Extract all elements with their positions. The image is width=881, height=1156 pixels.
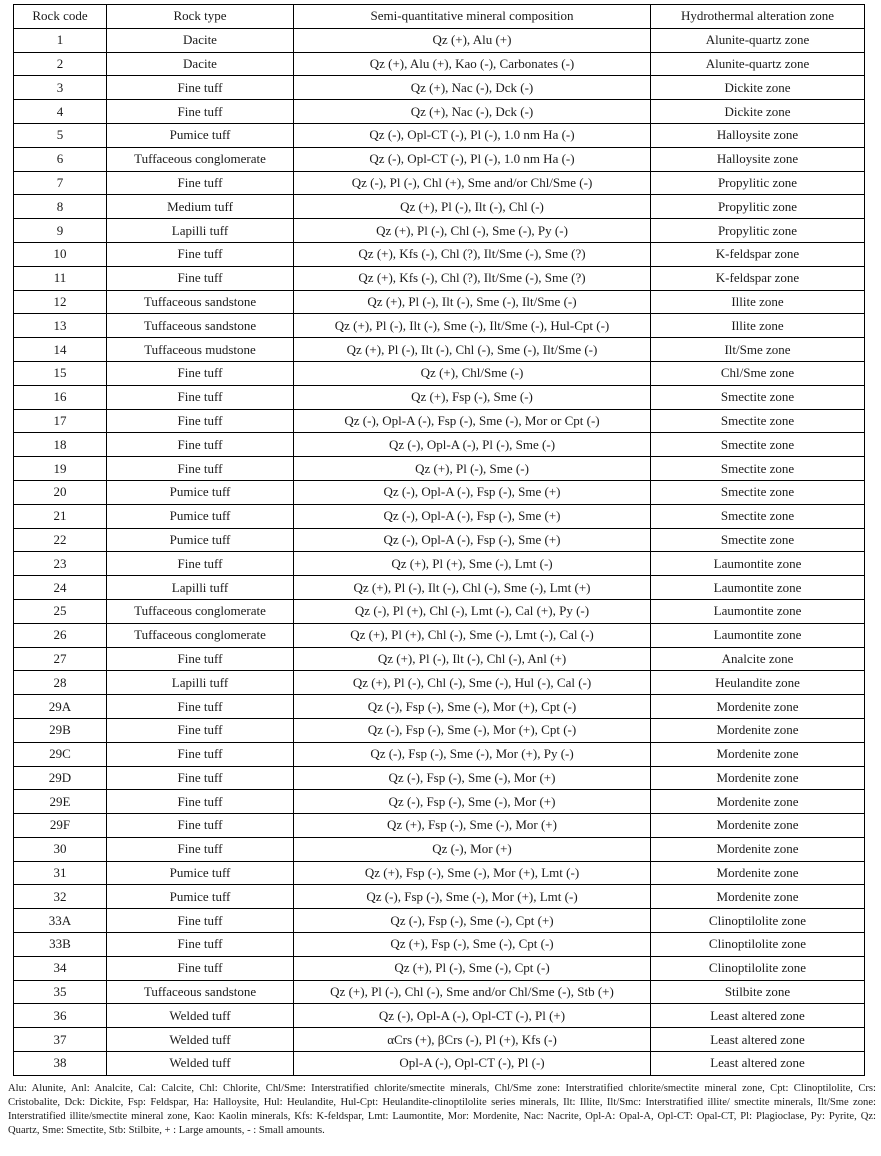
- cell-alteration-zone: Laumontite zone: [651, 623, 865, 647]
- cell-mineral-composition: Qz (-), Fsp (-), Sme (-), Mor (+): [294, 790, 651, 814]
- cell-alteration-zone: Smectite zone: [651, 528, 865, 552]
- cell-mineral-composition: Qz (-), Opl-A (-), Fsp (-), Sme (+): [294, 528, 651, 552]
- table-row: [14, 671, 865, 695]
- cell-rock-code: 8: [14, 195, 107, 219]
- cell-rock-type: Pumice tuff: [107, 504, 294, 528]
- cell-mineral-composition: Qz (+), Pl (+), Chl (-), Sme (-), Lmt (-), Cal (-): [294, 623, 651, 647]
- table-row: [14, 409, 865, 433]
- cell-rock-type: Fine tuff: [107, 76, 294, 100]
- table-row: [14, 480, 865, 504]
- cell-mineral-composition: Qz (+), Fsp (-), Sme (-): [294, 385, 651, 409]
- cell-rock-type: Pumice tuff: [107, 123, 294, 147]
- cell-rock-code: 32: [14, 885, 107, 909]
- cell-rock-code: 7: [14, 171, 107, 195]
- cell-rock-type: Fine tuff: [107, 814, 294, 838]
- cell-rock-type: Pumice tuff: [107, 480, 294, 504]
- cell-alteration-zone: Mordenite zone: [651, 861, 865, 885]
- table-row: [14, 576, 865, 600]
- cell-alteration-zone: Analcite zone: [651, 647, 865, 671]
- cell-rock-code: 29C: [14, 742, 107, 766]
- cell-rock-code: 29D: [14, 766, 107, 790]
- cell-alteration-zone: Chl/Sme zone: [651, 361, 865, 385]
- cell-mineral-composition: Qz (-), Opl-CT (-), Pl (-), 1.0 nm Ha (-): [294, 147, 651, 171]
- cell-mineral-composition: Qz (-), Fsp (-), Sme (-), Mor (+), Lmt (-): [294, 885, 651, 909]
- mineral-composition-table: [13, 4, 865, 1076]
- cell-alteration-zone: K-feldspar zone: [651, 266, 865, 290]
- cell-rock-code: 33B: [14, 933, 107, 957]
- table-row: [14, 76, 865, 100]
- cell-rock-type: Pumice tuff: [107, 528, 294, 552]
- cell-rock-code: 30: [14, 837, 107, 861]
- cell-rock-type: Fine tuff: [107, 361, 294, 385]
- cell-rock-type: Lapilli tuff: [107, 671, 294, 695]
- cell-rock-type: Pumice tuff: [107, 885, 294, 909]
- cell-mineral-composition: Qz (+), Kfs (-), Chl (?), Ilt/Sme (-), Sme (?): [294, 266, 651, 290]
- cell-rock-type: Fine tuff: [107, 100, 294, 124]
- cell-rock-type: Tuffaceous sandstone: [107, 290, 294, 314]
- cell-alteration-zone: Clinoptilolite zone: [651, 909, 865, 933]
- table-row: [14, 433, 865, 457]
- table-row: [14, 314, 865, 338]
- table-row: [14, 695, 865, 719]
- cell-rock-code: 28: [14, 671, 107, 695]
- table-row: [14, 647, 865, 671]
- table-row: [14, 956, 865, 980]
- table-row: [14, 980, 865, 1004]
- cell-mineral-composition: Qz (-), Fsp (-), Sme (-), Mor (+): [294, 766, 651, 790]
- cell-alteration-zone: Smectite zone: [651, 409, 865, 433]
- cell-rock-type: Dacite: [107, 52, 294, 76]
- table-row: [14, 385, 865, 409]
- cell-alteration-zone: Heulandite zone: [651, 671, 865, 695]
- cell-alteration-zone: Ilt/Sme zone: [651, 338, 865, 362]
- cell-rock-code: 9: [14, 219, 107, 243]
- cell-rock-code: 11: [14, 266, 107, 290]
- cell-alteration-zone: Clinoptilolite zone: [651, 956, 865, 980]
- cell-alteration-zone: Mordenite zone: [651, 695, 865, 719]
- table-row: [14, 52, 865, 76]
- cell-rock-code: 14: [14, 338, 107, 362]
- cell-alteration-zone: Halloysite zone: [651, 123, 865, 147]
- table-row: [14, 623, 865, 647]
- cell-alteration-zone: K-feldspar zone: [651, 242, 865, 266]
- cell-alteration-zone: Dickite zone: [651, 76, 865, 100]
- cell-rock-type: Fine tuff: [107, 552, 294, 576]
- cell-rock-type: Tuffaceous conglomerate: [107, 147, 294, 171]
- cell-alteration-zone: Laumontite zone: [651, 576, 865, 600]
- cell-rock-type: Fine tuff: [107, 933, 294, 957]
- cell-alteration-zone: Alunite-quartz zone: [651, 28, 865, 52]
- cell-mineral-composition: Qz (+), Nac (-), Dck (-): [294, 100, 651, 124]
- cell-mineral-composition: Qz (-), Opl-CT (-), Pl (-), 1.0 nm Ha (-): [294, 123, 651, 147]
- cell-mineral-composition: Qz (-), Fsp (-), Sme (-), Cpt (+): [294, 909, 651, 933]
- abbreviation-legend: Alu: Alunite, Anl: Analcite, Cal: Calcite, Chl: Chlorite, Chl/Sme: Interstratified chlorite/smectite minerals, Chl/Sme zone: Interstratified chlorite/smectite mineral zone, Cpt: Clinoptilolite, Crs: Cristobalite, Dck: Dickite, Fsp: Feldspar, Ha: Halloysite, Hul: Heulandite, Hul-Cpt: Heulandite-clinoptilolite series minerals, Ilt: Illite, Ilt/Smc: Interstratified illite/ smectite minerals, Ilt/Sme zone: Interstratified illite/smectite mineral zone, Kao: Kaolin minerals, Kfs: K-feldspar, Lmt: Laumontite, Mor: Mordenite, Nac: Nacrite, Opl-A: Opal-A, Opl-CT: Opal-CT, Pl: Plagioclase, Py: Pyrite, Qz: Quartz, Sme: Smectite, Stb: Stilbite, + : Large amounts, - : Small amounts.: [8, 1083, 876, 1136]
- cell-rock-code: 19: [14, 457, 107, 481]
- cell-rock-type: Fine tuff: [107, 695, 294, 719]
- cell-mineral-composition: Qz (-), Opl-A (-), Fsp (-), Sme (-), Mor or Cpt (-): [294, 409, 651, 433]
- cell-alteration-zone: Mordenite zone: [651, 837, 865, 861]
- cell-mineral-composition: Qz (-), Opl-A (-), Pl (-), Sme (-): [294, 433, 651, 457]
- cell-rock-code: 29F: [14, 814, 107, 838]
- cell-alteration-zone: Clinoptilolite zone: [651, 933, 865, 957]
- header-rock-type: Rock type: [107, 5, 294, 29]
- cell-mineral-composition: Qz (+), Pl (-), Chl (-), Sme and/or Chl/Sme (-), Stb (+): [294, 980, 651, 1004]
- cell-mineral-composition: Qz (+), Pl (-), Ilt (-), Chl (-), Sme (-), Ilt/Sme (-): [294, 338, 651, 362]
- table-row: [14, 361, 865, 385]
- cell-rock-type: Fine tuff: [107, 409, 294, 433]
- cell-mineral-composition: Qz (-), Mor (+): [294, 837, 651, 861]
- cell-alteration-zone: Dickite zone: [651, 100, 865, 124]
- cell-mineral-composition: Qz (-), Pl (+), Chl (-), Lmt (-), Cal (+), Py (-): [294, 599, 651, 623]
- cell-alteration-zone: Halloysite zone: [651, 147, 865, 171]
- cell-mineral-composition: Qz (-), Opl-A (-), Opl-CT (-), Pl (+): [294, 1004, 651, 1028]
- table-body: [14, 28, 865, 1075]
- cell-mineral-composition: Qz (+), Fsp (-), Sme (-), Mor (+), Lmt (-): [294, 861, 651, 885]
- cell-rock-code: 3: [14, 76, 107, 100]
- cell-alteration-zone: Smectite zone: [651, 457, 865, 481]
- table-row: [14, 552, 865, 576]
- cell-mineral-composition: Qz (+), Nac (-), Dck (-): [294, 76, 651, 100]
- table-row: [14, 885, 865, 909]
- cell-rock-code: 2: [14, 52, 107, 76]
- cell-rock-code: 18: [14, 433, 107, 457]
- cell-rock-code: 21: [14, 504, 107, 528]
- cell-rock-type: Fine tuff: [107, 457, 294, 481]
- cell-alteration-zone: Propylitic zone: [651, 195, 865, 219]
- cell-rock-type: Fine tuff: [107, 909, 294, 933]
- table-row: [14, 290, 865, 314]
- cell-rock-type: Fine tuff: [107, 647, 294, 671]
- cell-mineral-composition: Qz (+), Kfs (-), Chl (?), Ilt/Sme (-), Sme (?): [294, 242, 651, 266]
- table-row: [14, 766, 865, 790]
- cell-rock-code: 22: [14, 528, 107, 552]
- table-row: [14, 242, 865, 266]
- cell-mineral-composition: Qz (-), Pl (-), Chl (+), Sme and/or Chl/Sme (-): [294, 171, 651, 195]
- cell-rock-code: 25: [14, 599, 107, 623]
- cell-rock-code: 10: [14, 242, 107, 266]
- cell-rock-code: 37: [14, 1028, 107, 1052]
- cell-alteration-zone: Least altered zone: [651, 1052, 865, 1076]
- cell-rock-code: 13: [14, 314, 107, 338]
- cell-rock-type: Fine tuff: [107, 766, 294, 790]
- cell-mineral-composition: Qz (+), Pl (-), Ilt (-), Chl (-): [294, 195, 651, 219]
- cell-mineral-composition: Qz (+), Fsp (-), Sme (-), Mor (+): [294, 814, 651, 838]
- cell-mineral-composition: Qz (-), Opl-A (-), Fsp (-), Sme (+): [294, 480, 651, 504]
- table-row: [14, 933, 865, 957]
- cell-rock-type: Lapilli tuff: [107, 576, 294, 600]
- cell-rock-code: 23: [14, 552, 107, 576]
- table-row: [14, 147, 865, 171]
- cell-rock-type: Fine tuff: [107, 718, 294, 742]
- cell-rock-type: Fine tuff: [107, 790, 294, 814]
- table-row: [14, 1004, 865, 1028]
- cell-mineral-composition: Qz (+), Pl (-), Ilt (-), Chl (-), Anl (+): [294, 647, 651, 671]
- cell-rock-type: Welded tuff: [107, 1052, 294, 1076]
- header-mineral-composition: Semi-quantitative mineral composition: [294, 5, 651, 29]
- cell-mineral-composition: Qz (-), Fsp (-), Sme (-), Mor (+), Cpt (-): [294, 718, 651, 742]
- cell-alteration-zone: Mordenite zone: [651, 718, 865, 742]
- cell-rock-code: 29B: [14, 718, 107, 742]
- cell-rock-code: 29E: [14, 790, 107, 814]
- cell-alteration-zone: Least altered zone: [651, 1028, 865, 1052]
- cell-rock-type: Fine tuff: [107, 385, 294, 409]
- table-row: [14, 171, 865, 195]
- cell-mineral-composition: Qz (+), Pl (-), Ilt (-), Sme (-), Ilt/Sme (-): [294, 290, 651, 314]
- cell-alteration-zone: Propylitic zone: [651, 171, 865, 195]
- cell-rock-type: Medium tuff: [107, 195, 294, 219]
- cell-rock-type: Lapilli tuff: [107, 219, 294, 243]
- cell-mineral-composition: Qz (+), Pl (-), Sme (-): [294, 457, 651, 481]
- cell-rock-code: 1: [14, 28, 107, 52]
- table-header-row: [14, 5, 865, 29]
- cell-rock-type: Tuffaceous sandstone: [107, 980, 294, 1004]
- cell-mineral-composition: Qz (+), Pl (-), Sme (-), Cpt (-): [294, 956, 651, 980]
- table-row: [14, 100, 865, 124]
- cell-rock-type: Pumice tuff: [107, 861, 294, 885]
- table-row: [14, 28, 865, 52]
- cell-alteration-zone: Illite zone: [651, 314, 865, 338]
- table-row: [14, 861, 865, 885]
- cell-rock-type: Welded tuff: [107, 1004, 294, 1028]
- cell-rock-code: 35: [14, 980, 107, 1004]
- cell-mineral-composition: Qz (+), Fsp (-), Sme (-), Cpt (-): [294, 933, 651, 957]
- cell-rock-code: 15: [14, 361, 107, 385]
- cell-mineral-composition: Qz (+), Pl (-), Ilt (-), Chl (-), Sme (-), Lmt (+): [294, 576, 651, 600]
- cell-rock-type: Fine tuff: [107, 266, 294, 290]
- cell-rock-code: 38: [14, 1052, 107, 1076]
- cell-alteration-zone: Mordenite zone: [651, 790, 865, 814]
- table-row: [14, 457, 865, 481]
- cell-rock-type: Fine tuff: [107, 742, 294, 766]
- table-row: [14, 909, 865, 933]
- cell-rock-type: Dacite: [107, 28, 294, 52]
- table-row: [14, 266, 865, 290]
- cell-alteration-zone: Smectite zone: [651, 433, 865, 457]
- table-row: [14, 742, 865, 766]
- table-row: [14, 837, 865, 861]
- table-row: [14, 814, 865, 838]
- cell-rock-code: 26: [14, 623, 107, 647]
- table-row: [14, 528, 865, 552]
- cell-rock-code: 16: [14, 385, 107, 409]
- cell-rock-code: 4: [14, 100, 107, 124]
- table-row: [14, 504, 865, 528]
- cell-rock-type: Welded tuff: [107, 1028, 294, 1052]
- cell-rock-code: 24: [14, 576, 107, 600]
- cell-rock-code: 17: [14, 409, 107, 433]
- cell-rock-type: Tuffaceous mudstone: [107, 338, 294, 362]
- table-row: [14, 790, 865, 814]
- cell-mineral-composition: Qz (+), Pl (-), Ilt (-), Sme (-), Ilt/Sme (-), Hul-Cpt (-): [294, 314, 651, 338]
- header-rock-code: Rock code: [14, 5, 107, 29]
- cell-mineral-composition: Qz (+), Pl (+), Sme (-), Lmt (-): [294, 552, 651, 576]
- cell-mineral-composition: Qz (+), Alu (+): [294, 28, 651, 52]
- cell-mineral-composition: Qz (-), Fsp (-), Sme (-), Mor (+), Cpt (-): [294, 695, 651, 719]
- cell-rock-type: Fine tuff: [107, 956, 294, 980]
- table-row: [14, 219, 865, 243]
- cell-alteration-zone: Laumontite zone: [651, 552, 865, 576]
- table-row: [14, 1052, 865, 1076]
- cell-alteration-zone: Alunite-quartz zone: [651, 52, 865, 76]
- cell-alteration-zone: Mordenite zone: [651, 766, 865, 790]
- cell-mineral-composition: Qz (+), Chl/Sme (-): [294, 361, 651, 385]
- cell-rock-code: 36: [14, 1004, 107, 1028]
- cell-mineral-composition: Qz (-), Fsp (-), Sme (-), Mor (+), Py (-): [294, 742, 651, 766]
- table-row: [14, 599, 865, 623]
- cell-alteration-zone: Mordenite zone: [651, 814, 865, 838]
- cell-rock-type: Tuffaceous conglomerate: [107, 623, 294, 647]
- cell-alteration-zone: Smectite zone: [651, 480, 865, 504]
- cell-alteration-zone: Smectite zone: [651, 385, 865, 409]
- cell-rock-type: Fine tuff: [107, 433, 294, 457]
- table-row: [14, 1028, 865, 1052]
- cell-rock-type: Fine tuff: [107, 171, 294, 195]
- cell-alteration-zone: Mordenite zone: [651, 885, 865, 909]
- cell-rock-type: Fine tuff: [107, 837, 294, 861]
- cell-alteration-zone: Laumontite zone: [651, 599, 865, 623]
- cell-mineral-composition: αCrs (+), βCrs (-), Pl (+), Kfs (-): [294, 1028, 651, 1052]
- cell-rock-code: 33A: [14, 909, 107, 933]
- cell-rock-code: 6: [14, 147, 107, 171]
- cell-rock-code: 20: [14, 480, 107, 504]
- cell-alteration-zone: Least altered zone: [651, 1004, 865, 1028]
- header-alteration-zone: Hydrothermal alteration zone: [651, 5, 865, 29]
- cell-mineral-composition: Qz (+), Pl (-), Chl (-), Sme (-), Hul (-), Cal (-): [294, 671, 651, 695]
- table-row: [14, 195, 865, 219]
- cell-alteration-zone: Stilbite zone: [651, 980, 865, 1004]
- table-row: [14, 718, 865, 742]
- cell-mineral-composition: Qz (+), Alu (+), Kao (-), Carbonates (-): [294, 52, 651, 76]
- cell-rock-code: 31: [14, 861, 107, 885]
- cell-mineral-composition: Opl-A (-), Opl-CT (-), Pl (-): [294, 1052, 651, 1076]
- table-row: [14, 338, 865, 362]
- cell-rock-code: 34: [14, 956, 107, 980]
- cell-mineral-composition: Qz (+), Pl (-), Chl (-), Sme (-), Py (-): [294, 219, 651, 243]
- cell-rock-code: 5: [14, 123, 107, 147]
- cell-mineral-composition: Qz (-), Opl-A (-), Fsp (-), Sme (+): [294, 504, 651, 528]
- cell-alteration-zone: Propylitic zone: [651, 219, 865, 243]
- cell-alteration-zone: Smectite zone: [651, 504, 865, 528]
- cell-alteration-zone: Illite zone: [651, 290, 865, 314]
- cell-rock-type: Tuffaceous sandstone: [107, 314, 294, 338]
- cell-rock-code: 12: [14, 290, 107, 314]
- table-row: [14, 123, 865, 147]
- cell-rock-type: Tuffaceous conglomerate: [107, 599, 294, 623]
- cell-rock-code: 27: [14, 647, 107, 671]
- cell-rock-code: 29A: [14, 695, 107, 719]
- cell-alteration-zone: Mordenite zone: [651, 742, 865, 766]
- cell-rock-type: Fine tuff: [107, 242, 294, 266]
